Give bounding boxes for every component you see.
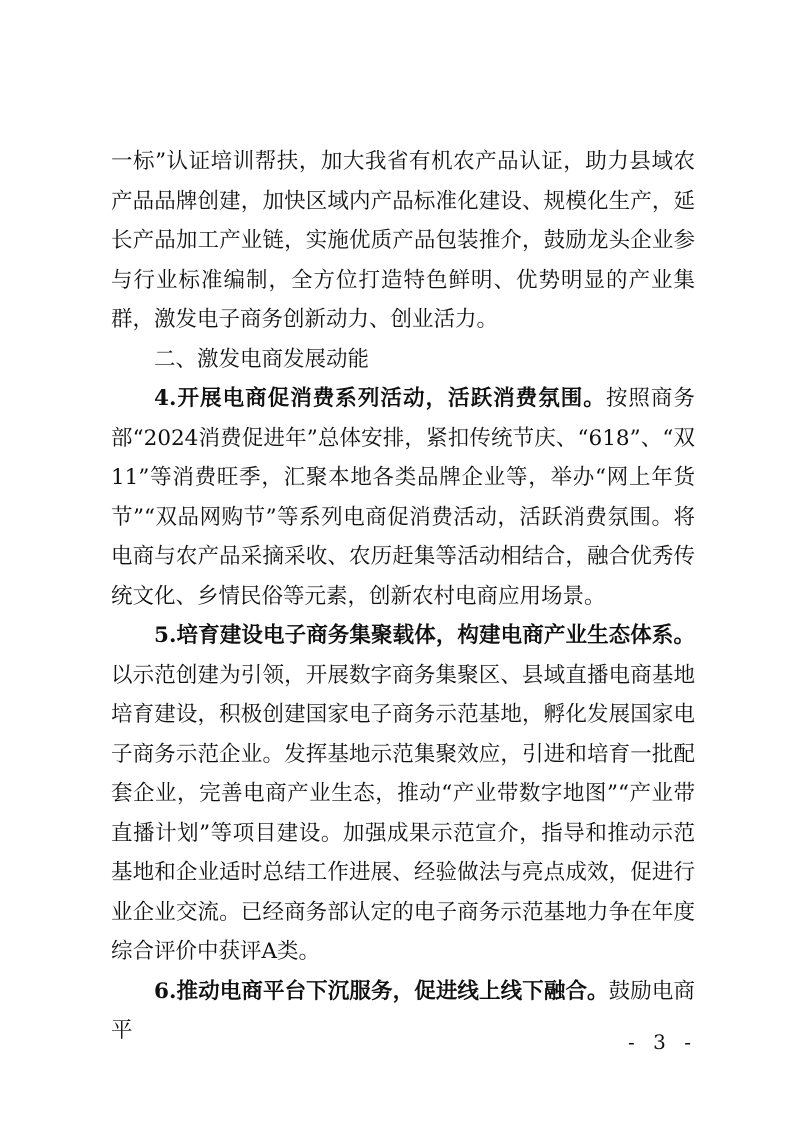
item-5-title: 5.培育建设电子商务集聚载体，构建电商产业生态体系。 — [154, 623, 695, 648]
item-6-body: 鼓励电商平 — [111, 978, 695, 1043]
item-6-title: 6.推动电商平台下沉服务，促进线上线下融合。 — [154, 978, 609, 1004]
page-number: - 3 - — [628, 1030, 697, 1054]
item-5-body: 以示范创建为引领，开展数字商务集聚区、县域直播电商基地培育建设，积极创建国家电子商务示范基地，孵化发展国家电子商务示范企业。发挥基地示范集聚效应，引进和培育一批配套企业，完善电商产业生态，推动“产业带数字地图”“产业带直播计划”等项目建设。加强成果示范宣介，指导和推动示范基地和企业适时总结工作进展、经验做法与亮点成效，促进行业企业交流。已经商务部认定的电子商务示范基地力争在年度综合评价中获评A类。 — [111, 662, 695, 964]
continuation-paragraph: 一标”认证培训帮扶，加大我省有机农产品认证，助力县域农产品品牌创建，加快区域内产品标准化建设、规模化生产，延长产品加工产业链，实施优质产品包装推介，鼓励龙头企业参与行业标准编制，全方位打造特色鲜明、优势明显的产业集群，激发电子商务创新动力、创业活力。 — [111, 149, 695, 332]
item-6-paragraph — [111, 972, 695, 1051]
document-body — [111, 142, 695, 1051]
item-4-paragraph — [111, 379, 695, 616]
section-heading: 二、激发电商发展动能 — [154, 346, 370, 372]
item-5-paragraph — [111, 616, 695, 972]
item-4-title: 4.开展电商促消费系列活动，活跃消费氛围。 — [154, 386, 606, 411]
item-4-body: 按照商务部“2024消费促进年”总体安排，紧扣传统节庆、“618”、“双11”等消费旺季，汇聚本地各类品牌企业等，举办“网上年货节”“双品网购节”等系列电商促消费活动，活跃消费氛围。将电商与农产品采摘采收、农历赶集等活动相结合，融合优秀传统文化、乡情民俗等元素，创新农村电商应用场景。 — [111, 386, 695, 609]
